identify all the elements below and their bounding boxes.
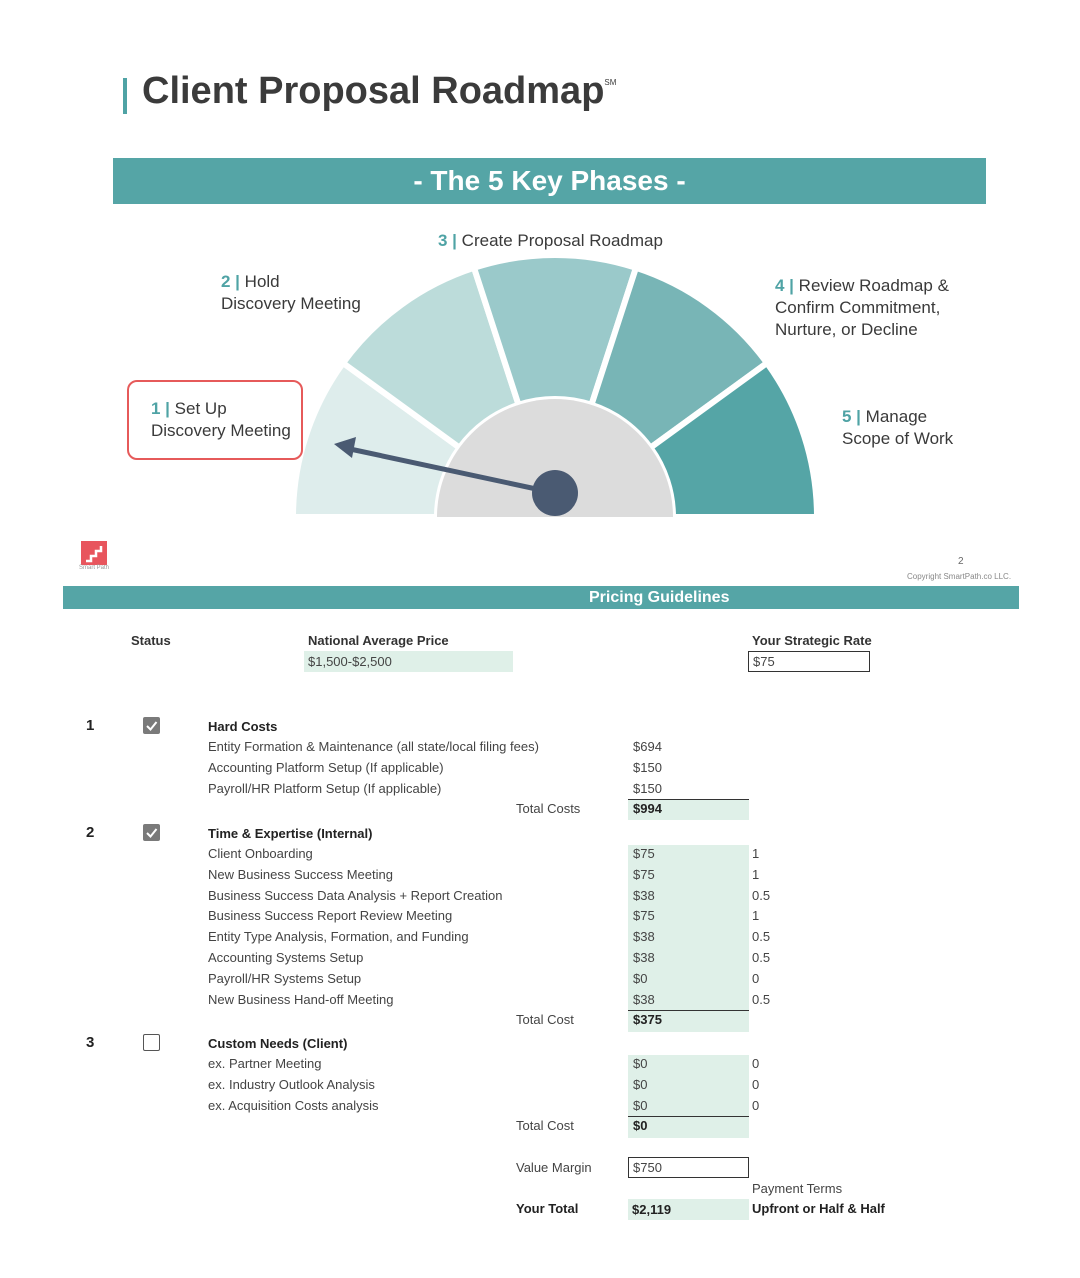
line-item-quantity: 1 (752, 908, 760, 924)
line-item-label: New Business Hand-off Meeting (208, 991, 394, 1007)
line-item-cost: $75 (633, 908, 655, 924)
line-item-cost: $38 (633, 950, 655, 965)
line-item-quantity: 0 (752, 1076, 760, 1092)
checkmark-icon (143, 717, 160, 734)
value-margin-input[interactable]: $750 (628, 1157, 749, 1178)
copyright-text: Copyright SmartPath.co LLC. (907, 572, 1012, 581)
line-item-cost: $0 (633, 1097, 648, 1113)
section-checkbox[interactable] (143, 824, 160, 841)
section-title: Custom Needs (Client) (208, 1036, 348, 1051)
line-item-cost: $150 (633, 780, 662, 796)
gauge-needle-hub (532, 470, 578, 516)
line-item-label: Payroll/HR Systems Setup (208, 970, 362, 986)
section-number: 1 (86, 717, 95, 734)
line-item-cost: $0 (633, 970, 648, 986)
section-total-value: $994 (633, 801, 662, 817)
payment-terms-value: Upfront or Half & Half (752, 1201, 885, 1216)
section-total-value: $375 (633, 1012, 662, 1028)
checkmark-icon (143, 824, 160, 841)
stairs-icon (81, 541, 107, 565)
phase-1-label: 1 | Set Up Discovery Meeting (151, 399, 291, 440)
line-item-cost: $38 (633, 991, 655, 1007)
section-title: Time & Expertise (Internal) (208, 826, 373, 841)
section-total-value: $0 (633, 1118, 648, 1134)
line-item-quantity: 1 (752, 866, 760, 882)
national-average-value: $1,500-$2,500 (304, 651, 513, 672)
line-item-cost: $694 (633, 739, 662, 754)
section-checkbox[interactable] (143, 717, 160, 734)
line-item-label: Accounting Systems Setup (208, 950, 364, 965)
section-checkbox[interactable] (143, 1034, 160, 1051)
line-item-label: Business Success Data Analysis + Report Creation (208, 887, 503, 903)
line-item-quantity: 0.5 (752, 950, 771, 965)
strategic-rate-label: Your Strategic Rate (752, 633, 872, 648)
line-item-cost: $150 (633, 759, 662, 775)
line-item-cost: $75 (633, 866, 655, 882)
line-item-quantity: 0.5 (752, 887, 771, 903)
pricing-guidelines-header: Pricing Guidelines (63, 586, 1019, 609)
your-total-value: $2,119 (628, 1199, 749, 1220)
line-item-label: New Business Success Meeting (208, 866, 393, 882)
line-item-quantity: 0 (752, 1056, 760, 1071)
line-item-quantity: 0.5 (752, 929, 771, 945)
line-item-label: Entity Formation & Maintenance (all state/local filing fees) (208, 739, 539, 754)
phase-2-label: 2 | Hold Discovery Meeting (221, 272, 361, 313)
page-title: Client Proposal Roadmap℠ (142, 70, 617, 112)
line-item-label: ex. Partner Meeting (208, 1056, 322, 1071)
line-item-cost: $38 (633, 929, 655, 945)
line-item-cost: $0 (633, 1056, 648, 1071)
status-label: Status (131, 633, 171, 648)
line-item-label: Business Success Report Review Meeting (208, 908, 453, 924)
line-item-cost: $38 (633, 887, 655, 903)
line-item-label: Entity Type Analysis, Formation, and Funding (208, 929, 469, 945)
phase-4-label: 4 | Review Roadmap & Confirm Commitment, Nurture, or Decline (775, 276, 949, 339)
line-item-quantity: 0.5 (752, 991, 771, 1007)
line-item-label: ex. Industry Outlook Analysis (208, 1076, 375, 1092)
your-total-label: Your Total (516, 1201, 579, 1216)
logo-text: Smart Path (79, 565, 110, 571)
line-item-quantity: 0 (752, 1097, 760, 1113)
payment-terms-label: Payment Terms (752, 1181, 843, 1196)
phase-5-label: 5 | Manage Scope of Work (842, 407, 954, 448)
section-number: 3 (86, 1034, 95, 1051)
line-item-label: ex. Acquisition Costs analysis (208, 1097, 379, 1113)
phases-banner: - The 5 Key Phases - (113, 158, 986, 204)
line-item-cost: $75 (633, 846, 655, 861)
section-title: Hard Costs (208, 719, 278, 734)
line-item-quantity: 1 (752, 846, 760, 861)
section-total-label: Total Costs (516, 801, 581, 817)
line-item-cost: $0 (633, 1076, 648, 1092)
phase-3-label: 3 | Create Proposal Roadmap (438, 231, 663, 250)
line-item-label: Accounting Platform Setup (If applicable) (208, 759, 444, 775)
section-total-label: Total Cost (516, 1118, 574, 1134)
page-number: 2 (958, 556, 964, 567)
strategic-rate-input[interactable]: $75 (748, 651, 870, 672)
section-total-label: Total Cost (516, 1012, 574, 1028)
line-item-label: Payroll/HR Platform Setup (If applicable) (208, 780, 442, 796)
section-number: 2 (86, 824, 95, 841)
service-mark: SM (604, 78, 617, 87)
smartpath-logo (81, 541, 107, 565)
line-item-quantity: 0 (752, 970, 760, 986)
line-item-label: Client Onboarding (208, 846, 313, 861)
national-average-label: National Average Price (308, 633, 449, 648)
value-margin-label: Value Margin (516, 1160, 592, 1175)
